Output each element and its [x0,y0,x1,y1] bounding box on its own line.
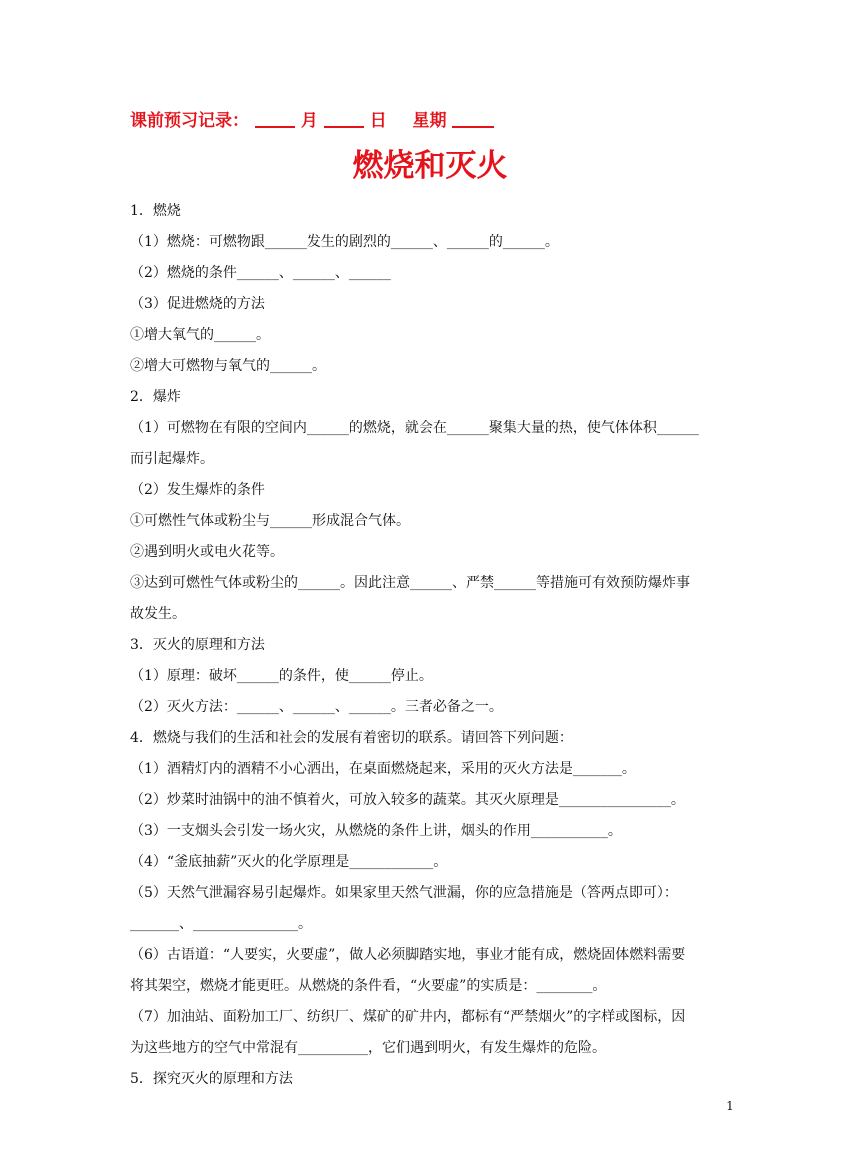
page-number: 1 [726,1099,734,1113]
month-label: 月 [300,111,318,131]
text-line: （1）原理：破坏______的条件，使______停止。 [130,668,433,684]
text-line: ②增大可燃物与氧气的______。 [130,358,326,374]
text-line: ③达到可燃性气体或粉尘的______。因此注意______、严禁______等措施可有效预防爆炸事 [130,575,690,591]
text-line: （7）加油站、面粉加工厂、纺织厂、煤矿的矿井内，都标有“严禁烟火”的字样或图标，因 [130,1009,686,1025]
text-line: （3）促进燃烧的方法 [130,296,265,312]
text-line: （4）“釜底抽薪”灭火的化学原理是____________。 [130,854,448,870]
text-line: （1）燃烧：可燃物跟______发生的剧烈的______、______的______。 [130,234,559,250]
text-line: （6）古语道：“人要实，火要虚”，做人必须脚踏实地，事业才能有成，燃烧固体燃料需要 [130,947,686,963]
preview-record-label: 课前预习记录： [130,111,249,131]
text-line: 1．燃烧 [130,203,181,219]
text-line: _______、_______________。 [130,916,312,932]
page-title: 燃烧和灭火 [352,148,508,184]
text-line: ①可燃性气体或粉尘与______形成混合气体。 [130,513,410,529]
text-line: 将其架空，燃烧才能更旺。从燃烧的条件看，“火要虚”的实质是：________。 [130,978,607,994]
weekday-blank [452,111,494,128]
text-line: 故发生。 [130,606,186,622]
day-label: 日 [369,111,387,131]
text-line: 而引起爆炸。 [130,451,214,467]
text-line: 3．灭火的原理和方法 [130,637,265,653]
text-line: 2．爆炸 [130,389,181,405]
text-line: （2）炒菜时油锅中的油不慎着火，可放入较多的蔬菜。其灭火原理是________________。 [130,792,685,808]
text-line: 为这些地方的空气中常混有__________，它们遇到明火，有发生爆炸的危险。 [130,1040,606,1056]
text-line: 5．探究灭火的原理和方法 [130,1071,293,1087]
text-line: （2）燃烧的条件______、______、______ [130,265,391,281]
text-line: （1）可燃物在有限的空间内______的燃烧，就会在______聚集大量的热，使气体体积______ [130,420,699,436]
day-blank [324,111,364,128]
preview-record-header [130,106,494,131]
weekday-label: 星期 [412,111,447,131]
text-line: （1）酒精灯内的酒精不小心洒出，在桌面燃烧起来，采用的灭火方法是_______。 [130,761,636,777]
text-line: （5）天然气泄漏容易引起爆炸。如果家里天然气泄漏，你的应急措施是（答两点即可）： [130,885,678,901]
document-body [130,196,732,1095]
text-line: （3）一支烟头会引发一场火灾，从燃烧的条件上讲，烟头的作用___________。 [130,823,622,839]
month-blank [255,111,295,128]
text-line: （2）发生爆炸的条件 [130,482,265,498]
text-line: ②遇到明火或电火花等。 [130,544,284,560]
text-line: ①增大氧气的______。 [130,327,270,343]
text-line: （2）灭火方法：______、______、______。三者必备之一。 [130,699,503,715]
text-line: 4．燃烧与我们的生活和社会的发展有着密切的联系。请回答下列问题： [130,730,573,746]
